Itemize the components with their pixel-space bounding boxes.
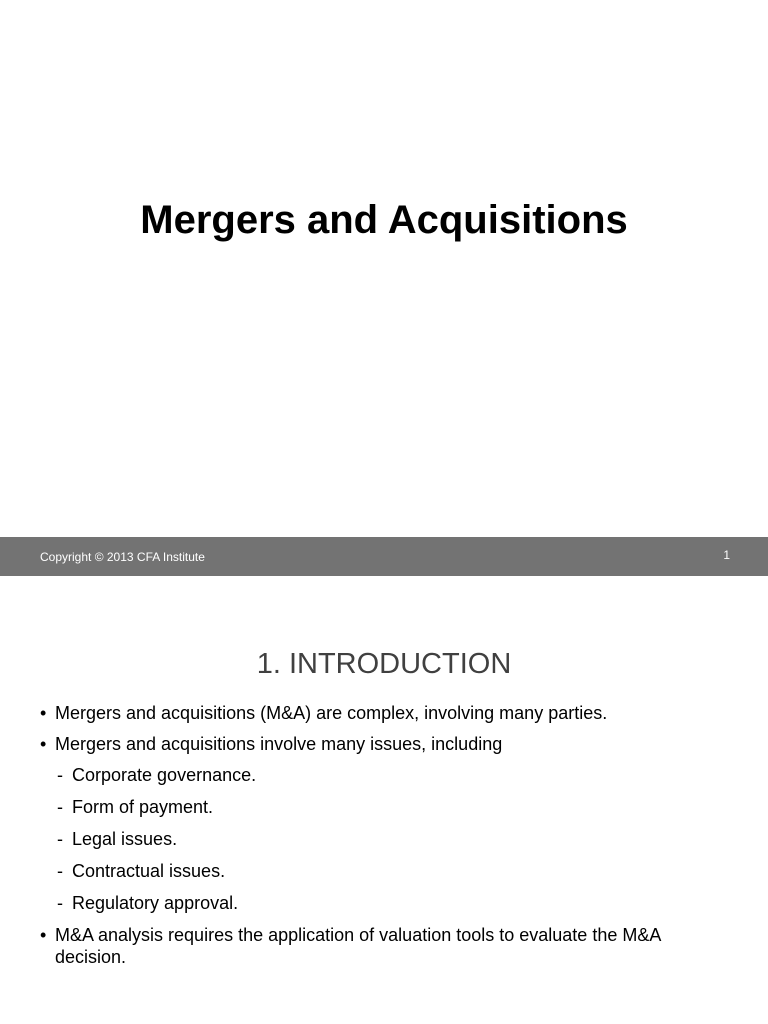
sub-bullet-item — [40, 828, 730, 850]
sub-bullet-item — [40, 764, 730, 786]
slide-footer — [0, 537, 768, 576]
bullet-list — [40, 702, 730, 977]
bullet-item — [40, 702, 730, 724]
sub-bullet-marker: - — [57, 829, 63, 849]
slide-title: Mergers and Acquisitions — [140, 198, 628, 242]
sub-bullet-text: Legal issues. — [72, 829, 178, 849]
sub-bullet-marker: - — [57, 861, 63, 881]
sub-bullet-item — [40, 860, 730, 882]
sub-bullet-text: Form of payment. — [72, 797, 214, 817]
bullet-marker: • — [40, 734, 47, 754]
sub-bullet-item — [40, 892, 730, 914]
section-title: 1. INTRODUCTION — [256, 648, 512, 680]
footer-copyright: Copyright © 2013 CFA Institute — [40, 550, 205, 564]
bullet-text: M&A analysis requires the application of valuation tools to evaluate the M&A decision. — [55, 925, 661, 967]
bullet-marker: • — [40, 703, 47, 723]
sub-bullet-text: Contractual issues. — [72, 861, 226, 881]
sub-bullet-item — [40, 796, 730, 818]
slide-2 — [0, 576, 768, 1024]
sub-bullet-text: Regulatory approval. — [72, 893, 239, 913]
bullet-text: Mergers and acquisitions involve many issues, including — [55, 734, 503, 754]
bullet-item — [40, 924, 730, 968]
bullet-text: Mergers and acquisitions (M&A) are complex, involving many parties. — [55, 703, 608, 723]
bullet-marker: • — [40, 925, 47, 945]
sub-bullet-marker: - — [57, 893, 63, 913]
sub-bullet-marker: - — [57, 797, 63, 817]
page-number: 1 — [723, 548, 730, 562]
sub-bullet-marker: - — [57, 765, 63, 785]
bullet-item — [40, 733, 730, 755]
sub-bullet-text: Corporate governance. — [72, 765, 257, 785]
